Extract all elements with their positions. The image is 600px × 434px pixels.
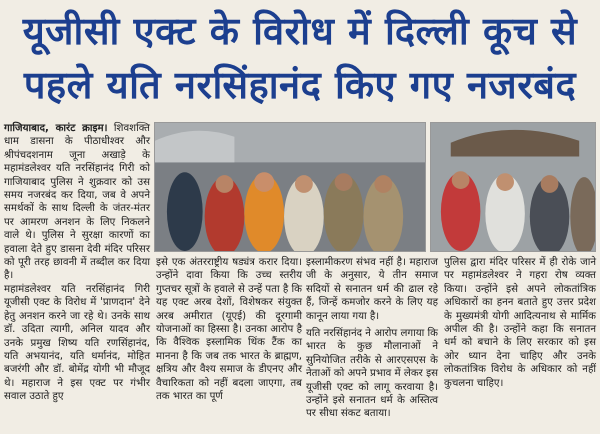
news-photo-police xyxy=(430,122,596,252)
column-3-paragraph-2: यति नरसिंहानंद ने आरोप लगाया कि भारत के कुछ मौलानाओं ने सुनियोजित तरीके से आरएसएस के नेताओं को अपने प्रभाव में लेकर इस यूजीसी एक्ट को लागू करवाया है। उन्होंने इसे सनातन धर्म के अस्तित्व पर सीधा संकट बताया। xyxy=(306,328,438,420)
photo-procession-graphic xyxy=(155,123,425,251)
headline xyxy=(6,4,594,116)
article-column-3 xyxy=(306,256,438,432)
article-column-2 xyxy=(156,256,302,432)
column-1-paragraph-1 xyxy=(4,122,150,283)
article-column-4 xyxy=(444,256,596,432)
dateline: गाजियाबाद, कारंट क्राइम। xyxy=(4,123,108,134)
column-2-paragraph-1: इसे एक अंतरराष्ट्रीय षड्यंत्र करार दिया। उन्होंने दावा किया कि उच्च स्तरीय गुप्तचर सूत्रों के हवाले से उन्हें पता है कि यह एक्ट अरब देशों, विशेषकर संयुक्त अरब अमीरात (यूएई) की दूरगामी योजनाओं का हिस्सा है। उनका आरोप है कि वैश्विक इस्लामिक थिंक टैंक का मानना है कि जब तक भारत के ब्राह्मण, क्षत्रिय और वैश्य समाज के डीएनए और वैचारिकता को नहीं बदला जाएगा, तब तक भारत का पूर्ण xyxy=(156,257,302,403)
headline-line-1: यूजीसी एक्ट के विरोध में दिल्ली कूच से xyxy=(22,9,578,53)
column-4-paragraph-1: पुलिस द्वारा मंदिर परिसर में ही रोके जाने पर महामंडलेश्वर ने गहरा रोष व्यक्त किया। उन्होंने इसे अपने लोकतांत्रिक अधिकारों का हनन बताते हुए उत्तर प्रदेश के मुख्यमंत्री योगी आदित्यनाथ से मार्मिक अपील की है। उन्होंने कहा कि सनातन धर्म को बचाने के लिए सरकार को इस ओर ध्यान देना चाहिए और उनके लोकतांत्रिक विरोध के अधिकार को नहीं कुचलना चाहिए। xyxy=(444,257,596,389)
column-1-paragraph-1-text: शिवशक्ति धाम डासना के पीठाधीश्वर और श्रीपंचदशनाम जूना अखाड़े के महामंडलेश्वर यति नरसिंहानंद गिरी को गाजियाबाद पुलिस ने शुक्रवार को उस समय नजरबंद कर दिया, जब वे अपने समर्थकों के साथ दिल्ली के जंतर-मंतर पर आमरण अनशन के लिए निकलने वाले थे। पुलिस ने सुरक्षा कारणों का हवाला देते हुए डासना देवी मंदिर परिसर को पूरी तरह छावनी में तब्दील कर दिया है। xyxy=(4,123,150,282)
news-photo-procession xyxy=(154,122,426,252)
headline-line-2: पहले यति नरसिंहानंद किए गए नजरबंद xyxy=(23,63,577,107)
photo-police-graphic xyxy=(431,123,595,251)
column-1-paragraph-2: महामंडलेश्वर यति नरसिंहानंद गिरी यूजीसी एक्ट के विरोध में 'प्राणदान' देने हेतु अनशन करने जा रहे थे। उनके साथ डॉ. उदिता त्यागी, अनिल यादव और उनके प्रमुख शिष्य यति रणसिंहानंद, यति अभयानंद, यति धर्मानंद, मोहित बजरंगी और डॉ. बोमेंद्र योगी भी मौजूद थे। महाराज ने इस एक्ट पर गंभीर सवाल उठाते हुए xyxy=(4,283,150,403)
article-column-1 xyxy=(4,122,150,430)
column-3-paragraph-1: इस्लामीकरण संभव नहीं है। महाराज जी के अनुसार, ये तीन समाज सदियों से सनातन धर्म की ढाल रहे हैं, जिन्हें कमजोर करने के लिए यह कानून लाया गया है। xyxy=(306,257,438,322)
